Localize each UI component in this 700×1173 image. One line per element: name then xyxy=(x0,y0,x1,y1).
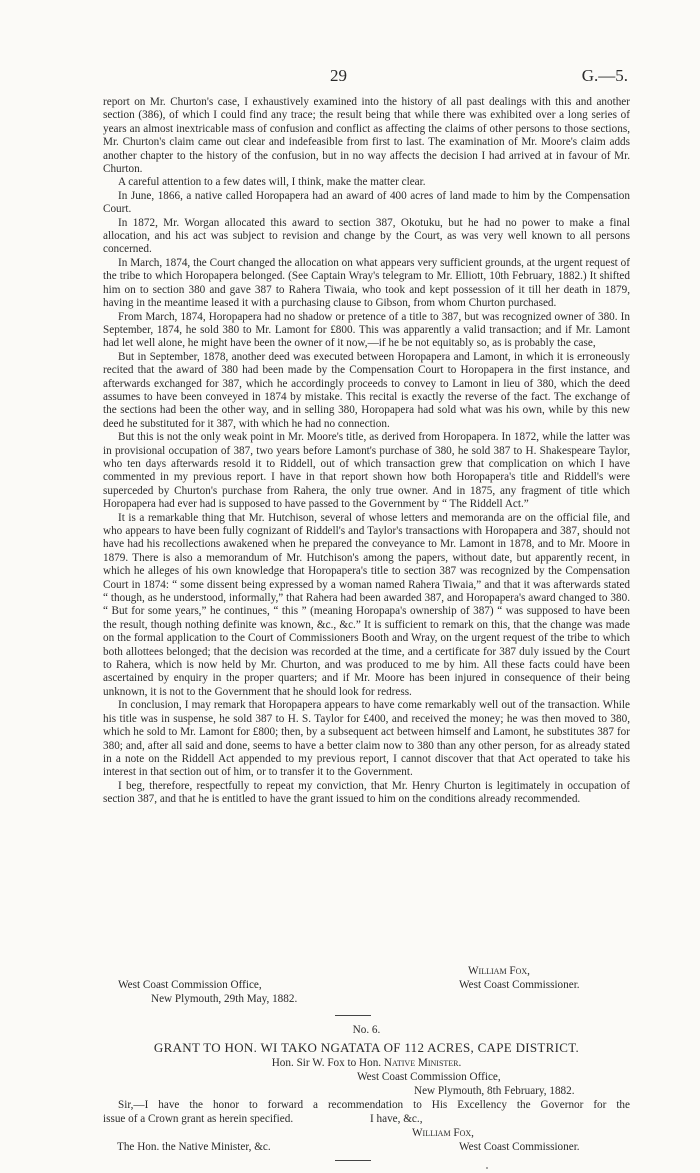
from-to-prefix: Hon. Sir W. Fox to Hon. xyxy=(271,1057,382,1069)
letter-body: issue of a Crown grant as herein specified. xyxy=(103,1113,294,1125)
paragraph: From March, 1874, Horopapera had no shadow or pretence of a title to 387, but was recognized owner of 380. In September, 1874, he sold 380 to Mr. Lamont for £800. This was apparently a valid transaction; and if Mr. Lamont had let well alone, he might have been the owner of it now,—if he be not equitably so, as is probably the case, xyxy=(103,310,630,350)
report-body xyxy=(103,96,630,807)
paragraph: In 1872, Mr. Worgan allocated this award to section 387, Okotuku, but he had no power to make a final allocation, and his act was subject to revision and change by the Court, as was very well known to all persons concerned. xyxy=(103,216,630,256)
end-divider xyxy=(335,1160,371,1161)
section-divider xyxy=(335,1015,371,1016)
paragraph: report on Mr. Churton's case, I exhaustively examined into the history of all past dealings with this and another section (386), of which I could find any trace; the result being that while there was exhibited over a long series of years an almost inextricable mass of confusion and conflict as affecting the claims of other persons to those sections, Mr. Churton's claim came out clear and indefeasible from first to last. The examination of Mr. Moore's claim adds another chapter to the history of the confusion, but in no way affects the decision I had arrived at in favour of Mr. Churton. xyxy=(103,96,630,176)
letter-place-date: New Plymouth, 8th February, 1882. xyxy=(414,1085,575,1097)
print-speck xyxy=(486,1167,488,1169)
letter-heading: GRANT TO HON. WI TAKO NGATATA OF 112 ACRES, CAPE DISTRICT. xyxy=(153,1040,580,1055)
document-reference: G.—5. xyxy=(581,66,628,85)
letter-signer: William Fox, xyxy=(412,1127,474,1139)
paragraph: But this is not the only weak point in Mr. Moore's title, as derived from Horopapera. In 1872, while the latter was in provisional occupation of 387, two years before Lamont's purchase of 380, he sold 387 to H. Shakespeare Taylor, who ten days afterwards resold it to Riddell, out of which transaction grew that complication on which I have commented in my previous report. I have in that report shown how both Horopapera's title and Riddell's were superceded by Churton's purchase from Rahera, the only true owner. And in 1875, any fragment of title which Horopapera had ever had is supposed to have passed to the Government by “ The Riddell Act.” xyxy=(103,431,630,511)
letter-office: West Coast Commission Office, xyxy=(357,1071,501,1083)
letter-addressee: The Hon. the Native Minister, &c. xyxy=(117,1141,271,1153)
page-number: 29 xyxy=(330,66,347,85)
place-date: New Plymouth, 29th May, 1882. xyxy=(151,993,298,1005)
paragraph: In March, 1874, the Court changed the allocation on what appears very sufficient grounds, at the urgent request of the tribe to which Horopapera belonged. (See Captain Wray's telegram to Mr. Elliott, 10th February, 1882.) It shifted him on to section 380 and gave 387 to Rahera Tiwaia, who took and kept possession of it till her death in 1879, having in the meantime leased it with a purchasing clause to Gibson, from whom Churton purchased. xyxy=(103,256,630,310)
from-to-suffix: Native Minister. xyxy=(383,1057,462,1069)
office-address: West Coast Commission Office, xyxy=(118,979,262,991)
paragraph: I beg, therefore, respectfully to repeat my conviction, that Mr. Henry Churton is legitimately in occupation of section 387, and that he is entitled to have the grant issued to him on the conditions already recommended. xyxy=(103,779,630,806)
signature-title: West Coast Commissioner. xyxy=(459,979,580,991)
paragraph: It is a remarkable thing that Mr. Hutchison, several of whose letters and memoranda are on the official file, and who appears to have been fully cognizant of Riddell's and Taylor's transactions with Horopapera and 387, should not have had his recollections awakened when he prepared the conveyance to Mr. Lamont in 1878, and to Mr. Moore in 1879. There is also a memorandum of Mr. Hutchison's among the papers, without date, but apparently recent, in which he alleges of his own knowledge that Horopapera's title to section 387 was recognized by the Compensation Court in 1874: “ some dissent being expressed by a woman named Rahera Tiwaia,” and that it was afterwards stated “ though, as he understood, informally,” that Rahera had been awarded 387, and Horopapera's award changed to 380. “ But for some years,” he continues, “ this ” (meaning Horopapa's ownership of 387) “ was supposed to have been the result, though nothing definite was known, &c., &c.” It is sufficient to remark on this, that the change was made on the formal application to the Court of Commissioners Booth and Wray, on the urgent request of the tribe to which both allottees belonged; that the decision was recorded at the time, and a certificate for 387 duly issued by the Court to Rahera, which is now held by Mr. Churton, and was produced to me by him. All these facts could have been ascertained by enquiry in the proper quarters; and if Mr. Moore has been injured in consequence of their being unknown, it is not to the Government that he should look for redress. xyxy=(103,511,630,698)
letter-signer-title: West Coast Commissioner. xyxy=(459,1141,580,1153)
paragraph: In conclusion, I may remark that Horopapera appears to have come remarkably well out of the transaction. While his title was in suspense, he sold 387 to H. S. Taylor for £400, and received the money; he was then moved to 380, which he sold to Mr. Lamont for £800; then, by a subsequent act between himself and Lamont, he substitutes 387 for 380; and, after all said and done, seems to have a better claim now to 380 than any other person, for as already stated in a note on the Riddell Act appended to my previous report, I cannot discover that that Act operated to take his interest in that section out of him, or to transfer it to the Government. xyxy=(103,699,630,779)
paragraph: In June, 1866, a native called Horopapera had an award of 400 acres of land made to him by the Compensation Court. xyxy=(103,189,630,216)
letter-closing: I have, &c., xyxy=(370,1113,423,1125)
paragraph: But in September, 1878, another deed was executed between Horopapera and Lamont, in which it is erroneously recited that the award of 380 had been made by the Compensation Court to Horopapera in the first instance, and afterwards exchanged for 387, which he accordingly proceeds to convey to Lamont in lieu of 380, which the deed assumes to have been conveyed in 1874 by mistake. This recital is exactly the reverse of the fact. The exchange of the sections had been the other way, and in selling 380, Horopapera had sold what was his own, while by this new deed he substituted for it 387, with which he had no connection. xyxy=(103,350,630,430)
paragraph: A careful attention to a few dates will, I think, make the matter clear. xyxy=(118,176,426,189)
letter-from-to xyxy=(103,1057,630,1069)
letter-salutation: Sir,—I have the honor to forward a recommendation to His Excellency the Governor for the xyxy=(118,1099,630,1111)
letter-number: No. 6. xyxy=(352,1024,381,1036)
signature-name: William Fox, xyxy=(468,965,530,977)
